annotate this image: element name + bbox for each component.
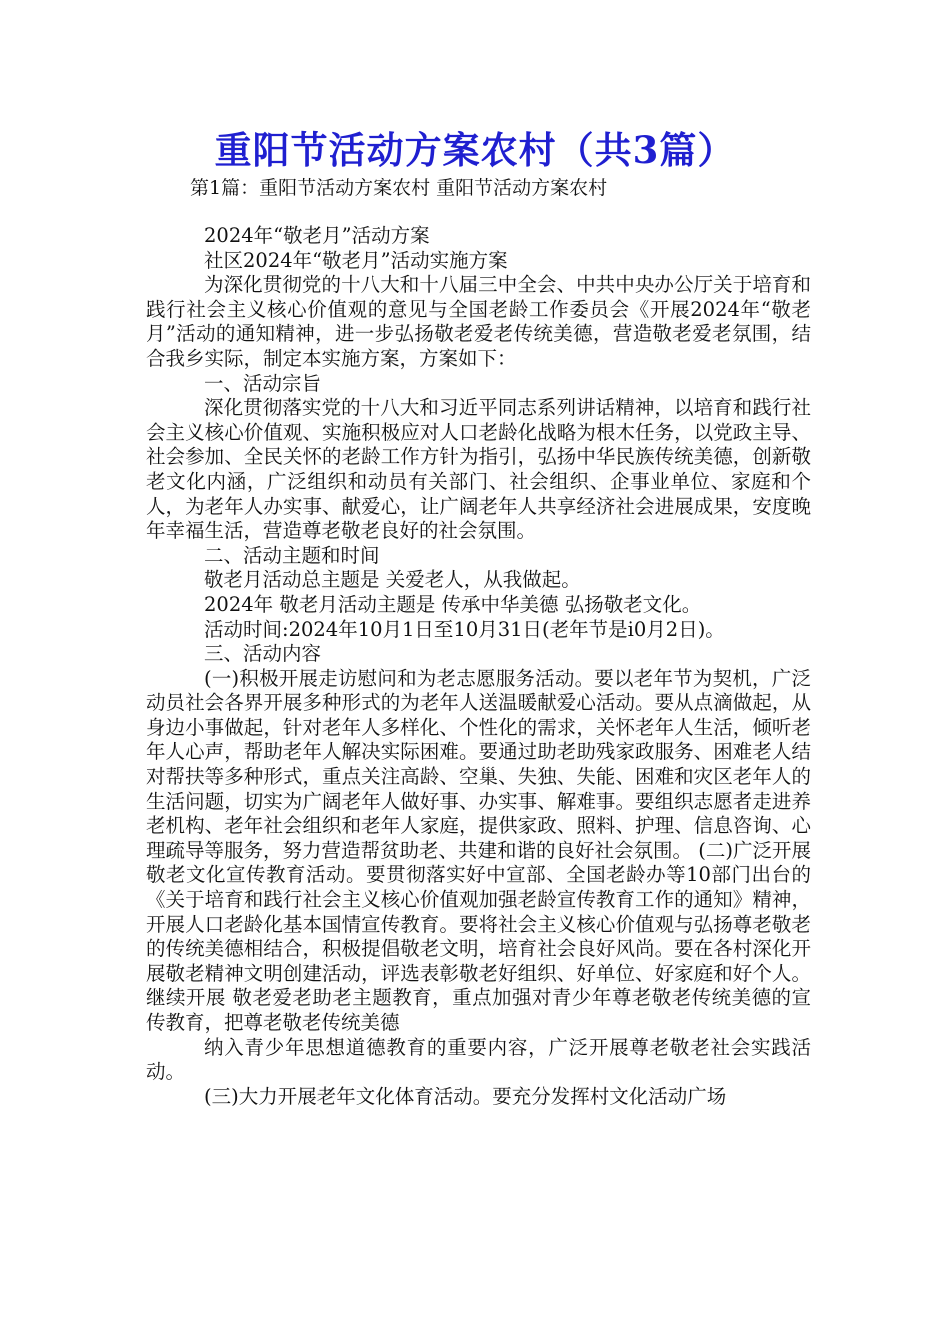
section-heading-purpose: 一、活动宗旨 <box>204 371 322 395</box>
paragraph-overall-theme: 敬老月活动总主题是 关爱老人，从我做起。 <box>204 568 581 592</box>
paragraph-content-continued: 纳入青少年思想道德教育的重要内容，广泛开展尊老敬老社会实践活动。 <box>146 1035 811 1084</box>
paragraph-content-1-2: (一)积极开展走访慰问和为老志愿服务活动。要以老年节为契机，广泛动员社会各界开展多种形式的为老年人送温暖献爱心活动。要从点滴做起，从身边小事做起，针对老年人多样化、个性化的需求，关怀老年人生活，倾听老年人心声，帮助老年人解决实际困难。要通过助老助残家政服务、困难老人结对帮扶等多种形式，重点关注高龄、空巢、失独、失能、困难和灾区老年人的生活问题，切实为广阔老年人做好事、办实事、解难事。要组织志愿者走进养老机构、老年社会组织和老年人家庭，提供家政、照料、护理、信息咨询、心理疏导等服务，努力营造帮贫助老、共建和谐的良好社会氛围。 (二)广泛开展敬老文化宣传教育活动。要贯彻落实好中宣部、全国老龄办等10部门出台的《关于培育和践行社会主义核心价值观加强老龄宣传教育工作的通知》精神，开展人口老龄化基本国情宣传教育。要将社会主义核心价值观与弘扬尊老敬老的传统美德相结合，积极提倡敬老文明，培育社会良好风尚。要在各村深化开展敬老精神文明创建活动，评选表彰敬老好组织、好单位、好家庭和好个人。继续开展 敬老爱老助老主题教育，重点加强对青少年尊老敬老传统美德的宣传教育，把尊老敬老传统美德 <box>146 666 811 1034</box>
paragraph-activity-time: 活动时间:2024年10月1日至10月31日(老年节是i0月2日)。 <box>204 617 725 641</box>
document-body <box>146 224 811 1109</box>
section-heading-content: 三、活动内容 <box>204 642 322 666</box>
document-subtitle: 第1篇：重阳节活动方案农村 重阳节活动方案农村 <box>190 177 608 199</box>
section-heading-theme-time: 二、活动主题和时间 <box>204 543 380 567</box>
paragraph-purpose: 深化贯彻落实党的十八大和习近平同志系列讲话精神，以培育和践行社会主义核心价值观、实施积极应对人口老龄化战略为根木任务，以党政主导、社会参加、全民关怀的老龄工作方针为指引，弘扬中华民族传统美德，创新敬老文化内涵，广泛组织和动员有关部门、社会组织、企事业单位、家庭和个人，为老年人办实事、献爱心，让广阔老年人共享经济社会进展成果，安度晚年幸福生活，营造尊老敬老良好的社会氛围。 <box>146 396 811 543</box>
document-title: 重阳节活动方案农村（共3篇） <box>214 128 736 172</box>
paragraph-intro: 为深化贯彻党的十八大和十八届三中全会、中共中央办公厅关于培育和践行社会主义核心价值观的意见与全国老龄工作委员会《开展2024年“敬老月”活动的通知精神，进一步弘扬敬老爱老传统美德，营造敬老爱老氛围，结合我乡实际，制定本实施方案，方案如下： <box>146 273 811 370</box>
paragraph-plan-subtitle: 社区2024年“敬老月”活动实施方案 <box>204 248 508 272</box>
paragraph-content-3: (三)大力开展老年文化体育活动。要充分发挥村文化活动广场 <box>204 1084 727 1108</box>
paragraph-year-theme: 2024年 敬老月活动主题是 传承中华美德 弘扬敬老文化。 <box>204 592 702 616</box>
paragraph-plan-title: 2024年“敬老月”活动方案 <box>204 224 430 247</box>
